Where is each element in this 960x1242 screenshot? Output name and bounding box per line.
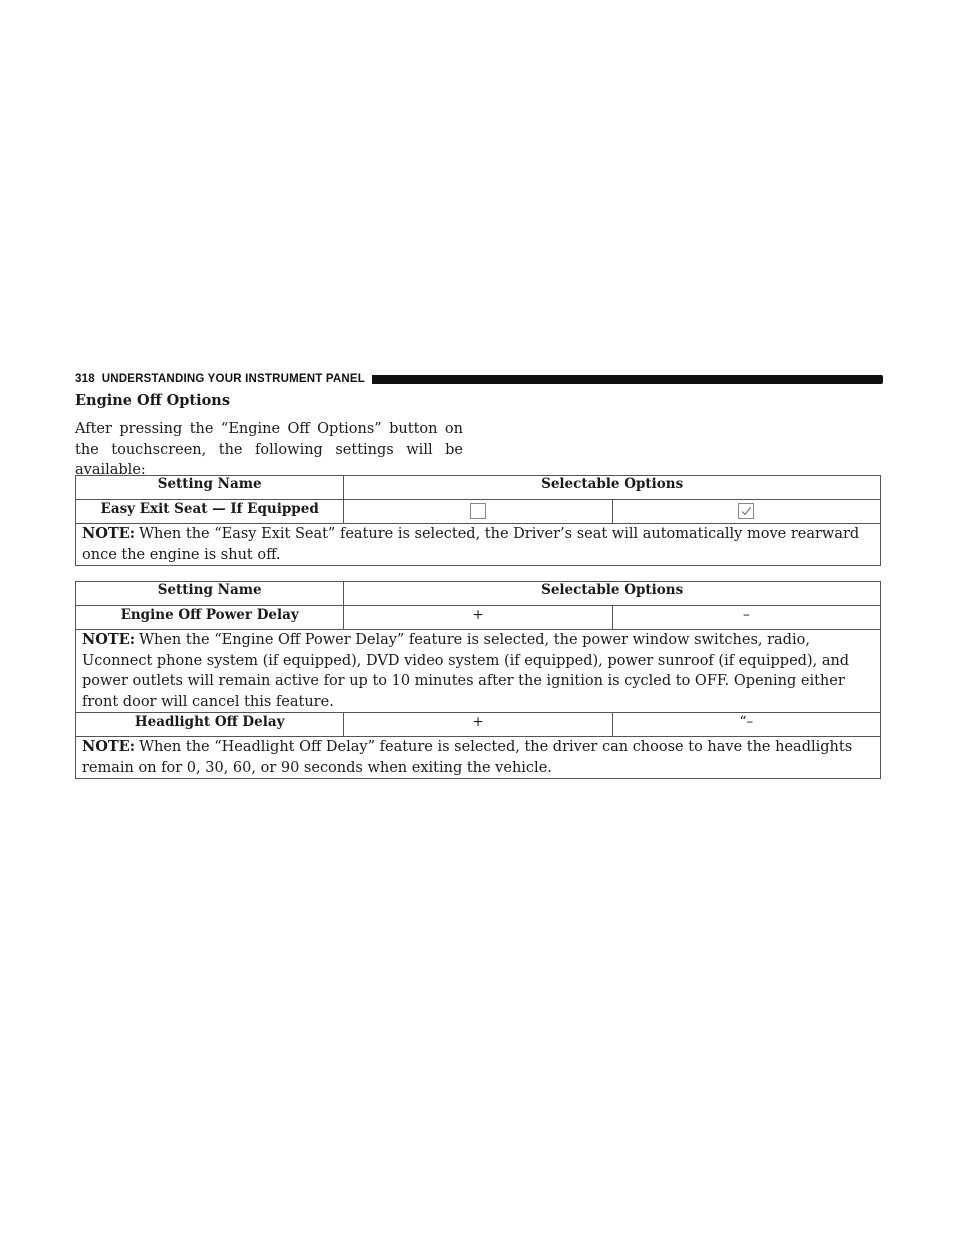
note-row bbox=[76, 737, 881, 779]
easy-exit-settings-table bbox=[75, 475, 881, 566]
table-row bbox=[76, 713, 881, 737]
table-header-row bbox=[76, 582, 881, 606]
note-row bbox=[76, 524, 881, 566]
table-header-row bbox=[76, 476, 881, 500]
checkbox-empty-icon[interactable] bbox=[470, 503, 486, 519]
option-cell bbox=[344, 500, 612, 524]
note-text: When the “Easy Exit Seat” feature is selected, the Driver’s seat will automatically move rearward once the engine is shut off. bbox=[82, 526, 860, 563]
note-text: When the “Engine Off Power Delay” feature is selected, the power window switches, radio, Uconnect phone system (if equipped), DVD video system (if equipped), power sunroof (if equipped), and power outlets will remain active for up to 10 minutes after the ignition is cycled to OFF. Opening either front door will cancel this feature. bbox=[82, 632, 850, 710]
section-title: UNDERSTANDING YOUR INSTRUMENT PANEL bbox=[101, 373, 365, 385]
page-header bbox=[75, 371, 883, 387]
option-minus[interactable]: – bbox=[612, 606, 880, 630]
option-cell bbox=[612, 500, 880, 524]
setting-name: Headlight Off Delay bbox=[76, 713, 344, 737]
note-label: NOTE: bbox=[82, 631, 136, 648]
column-header-setting-name: Setting Name bbox=[76, 582, 344, 606]
note-cell bbox=[76, 737, 881, 779]
header-rule bbox=[372, 375, 883, 384]
setting-name: Engine Off Power Delay bbox=[76, 606, 344, 630]
setting-name: Easy Exit Seat — If Equipped bbox=[76, 500, 344, 524]
note-cell bbox=[76, 630, 881, 713]
note-text: When the “Headlight Off Delay” feature is selected, the driver can choose to have the headlights remain on for 0, 30, 60, or 90 seconds when exiting the vehicle. bbox=[82, 739, 853, 776]
option-minus[interactable]: “– bbox=[612, 713, 880, 737]
note-label: NOTE: bbox=[82, 525, 136, 542]
column-header-selectable-options: Selectable Options bbox=[344, 476, 881, 500]
column-header-setting-name: Setting Name bbox=[76, 476, 344, 500]
column-header-selectable-options: Selectable Options bbox=[344, 582, 881, 606]
checkbox-checked-icon[interactable] bbox=[738, 503, 754, 519]
intro-paragraph: After pressing the “Engine Off Options” button on the touchscreen, the following settings will be available: bbox=[75, 421, 463, 478]
option-plus[interactable]: + bbox=[344, 713, 612, 737]
note-label: NOTE: bbox=[82, 738, 136, 755]
power-delay-settings-table bbox=[75, 581, 881, 779]
table-row bbox=[76, 606, 881, 630]
note-cell bbox=[76, 524, 881, 566]
option-plus[interactable]: + bbox=[344, 606, 612, 630]
page-title: Engine Off Options bbox=[75, 392, 230, 409]
table-row bbox=[76, 500, 881, 524]
page-number: 318 bbox=[75, 373, 95, 385]
note-row bbox=[76, 630, 881, 713]
